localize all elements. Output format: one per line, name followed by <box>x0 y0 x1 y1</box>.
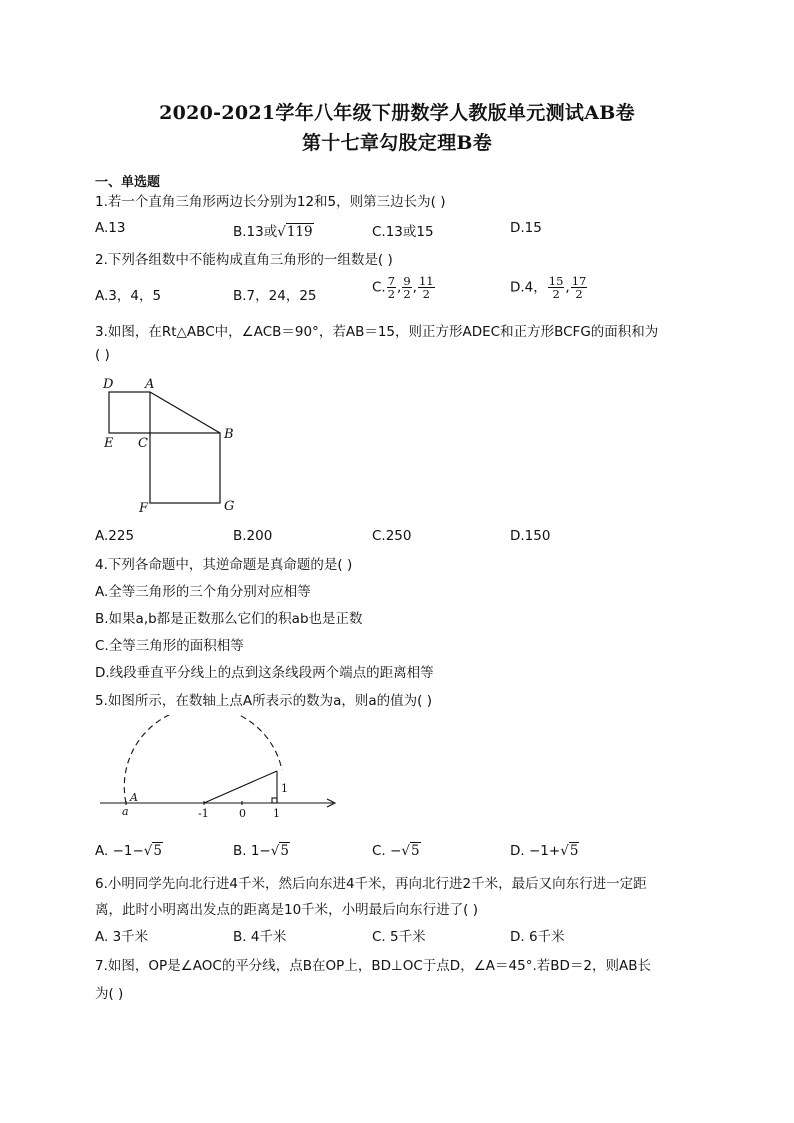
question-2-option-a: A.3，4，5 <box>95 288 162 304</box>
denominator: 2 <box>387 287 396 301</box>
option-c-prefix: C. <box>372 279 386 296</box>
label-height-1: 1 <box>281 782 288 795</box>
section-heading: 一、单选题 <box>95 175 161 190</box>
denominator: 2 <box>403 287 411 301</box>
fraction <box>387 275 396 300</box>
numerator: 15 <box>548 274 564 288</box>
sqrt-5: √5 <box>270 843 289 859</box>
question-6-option-b: B. 4千米 <box>233 929 287 945</box>
sqrt-5: √5 <box>560 843 579 859</box>
radicand: 5 <box>569 843 579 859</box>
label-1: 1 <box>273 807 280 820</box>
sqrt-5: √5 <box>143 843 162 859</box>
question-6-option-a: A. 3千米 <box>95 929 149 945</box>
sqrt-5: √5 <box>401 843 420 859</box>
question-6-stem-line-1: 6.小明同学先向北行进4千米，然后向东进4千米，再向北行进2千米，最后又向东行进一定距 <box>95 876 647 892</box>
question-3-option-c: C.250 <box>372 528 412 544</box>
square-adec <box>109 392 150 433</box>
option-a-prefix: A. −1− <box>95 843 144 859</box>
number-line-figure <box>95 715 355 830</box>
label-0: 0 <box>239 807 246 820</box>
label-d: D <box>103 377 114 392</box>
fraction <box>402 275 411 300</box>
label-neg-1: -1 <box>198 807 209 820</box>
question-2-option-c: C. $\frac{7}{2}$ , $\frac{9}{2}$ , $\frac{11}{2}$ <box>372 274 434 301</box>
numerator: 9 <box>403 274 411 288</box>
radicand: 5 <box>153 843 162 859</box>
label-c: C <box>138 436 148 451</box>
radicand: 5 <box>410 843 420 859</box>
denominator: 2 <box>552 287 560 301</box>
question-1-option-a: A.13 <box>95 220 126 236</box>
question-1-option-d: D.15 <box>510 220 542 236</box>
hypotenuse <box>204 771 277 803</box>
label-a-value: a <box>122 805 129 818</box>
question-5-option-d <box>510 843 579 859</box>
option-b-prefix: B.13或 <box>233 224 278 240</box>
question-5-option-c <box>372 843 421 859</box>
question-3-option-a: A.225 <box>95 528 135 544</box>
question-7-stem-line-1: 7.如图，OP是∠AOC的平分线，点B在OP上，BD⊥OC于点D，∠A＝45°.若BD＝2，则AB长 <box>95 958 651 974</box>
dashed-arc <box>124 715 282 803</box>
sqrt-119: √119 <box>277 224 313 240</box>
question-5-option-a <box>95 843 163 859</box>
page-title: 2020-2021学年八年级下册数学人教版单元测试AB卷 <box>159 102 635 124</box>
label-f: F <box>139 501 149 516</box>
label-point-a: A <box>130 791 138 804</box>
question-4-option-c: C.全等三角形的面积相等 <box>95 638 244 654</box>
segment-ab <box>150 392 220 433</box>
option-b-prefix: B. 1− <box>233 843 271 859</box>
question-4-option-a: A.全等三角形的三个角分别对应相等 <box>95 584 311 600</box>
question-1-option-c: C.13或15 <box>372 224 434 240</box>
page-subtitle: 第十七章勾股定理B卷 <box>301 132 493 154</box>
question-3-option-b: B.200 <box>233 528 273 544</box>
question-6-option-c: C. 5千米 <box>372 929 426 945</box>
option-d-prefix: D.4， <box>510 279 547 296</box>
question-4-option-b: B.如果a,b都是正数那么它们的积ab也是正数 <box>95 611 363 627</box>
question-2-stem: 2.下列各组数中不能构成直角三角形的一组数是( ) <box>95 252 393 268</box>
option-d-prefix: D. −1+ <box>510 843 561 859</box>
question-2-option-b: B.7，24，25 <box>233 288 317 304</box>
label-b: B <box>224 427 234 442</box>
question-2-option-d: D.4， $\frac{15}{2}$ , $\frac{17}{2}$ <box>510 274 587 301</box>
label-e: E <box>104 436 114 451</box>
question-4-option-d: D.线段垂直平分线上的点到这条线段两个端点的距离相等 <box>95 665 434 681</box>
numerator: 17 <box>571 274 587 288</box>
question-3-option-d: D.150 <box>510 528 551 544</box>
denominator: 2 <box>575 287 583 301</box>
fraction <box>571 275 588 300</box>
right-angle-mark <box>272 798 277 803</box>
question-1-stem: 1.若一个直角三角形两边长分别为12和5，则第三边长为( ) <box>95 194 446 210</box>
square-bcfg <box>150 433 220 503</box>
question-1-option-b <box>233 220 314 240</box>
numerator: 7 <box>387 274 396 288</box>
numerator: 11 <box>418 274 434 288</box>
question-7-stem-line-2: 为( ) <box>95 986 124 1002</box>
squares-figure <box>95 372 245 517</box>
label-a: A <box>145 377 155 392</box>
radicand: 119 <box>286 224 313 240</box>
label-g: G <box>224 499 235 514</box>
denominator: 2 <box>422 287 430 301</box>
fraction <box>548 275 565 300</box>
question-6-option-d: D. 6千米 <box>510 929 565 945</box>
fraction <box>418 275 435 300</box>
radicand: 5 <box>280 843 289 859</box>
question-6-stem-line-2: 离，此时小明离出发点的距离是10千米，小明最后向东行进了( ) <box>95 902 479 918</box>
option-c-prefix: C. − <box>372 843 402 859</box>
question-3-stem-line-1: 3.如图，在Rt△ABC中，∠ACB＝90°，若AB＝15，则正方形ADEC和正方形BCFG的面积和为 <box>95 324 659 340</box>
question-5-stem: 5.如图所示，在数轴上点A所表示的数为a，则a的值为( ) <box>95 693 432 709</box>
question-4-stem: 4.下列各命题中，其逆命题是真命题的是( ) <box>95 557 353 573</box>
question-3-stem-line-2: ( ) <box>95 347 110 363</box>
question-5-option-b <box>233 843 290 859</box>
